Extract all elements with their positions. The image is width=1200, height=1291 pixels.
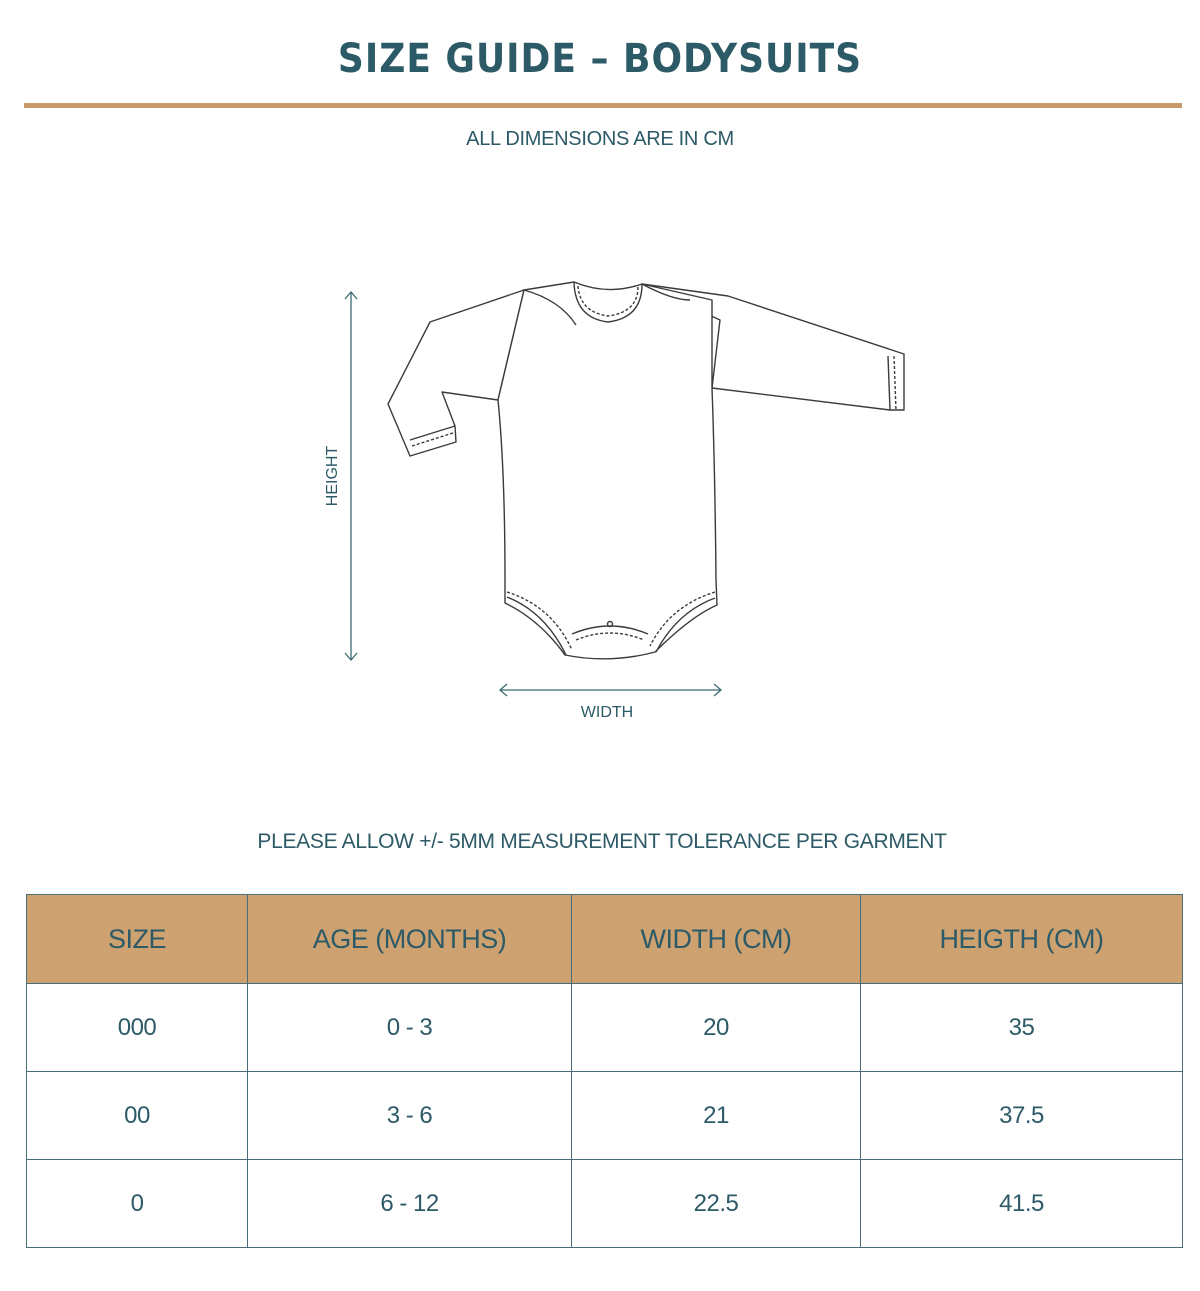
width-arrow [500, 684, 721, 696]
height-arrow [345, 292, 357, 660]
tolerance-note: PLEASE ALLOW +/- 5MM MEASUREMENT TOLERANCE PER GARMENT [257, 830, 947, 853]
cell-width: 22.5 [572, 1160, 861, 1248]
cell-height: 37.5 [861, 1072, 1183, 1160]
height-label: HEIGHT [324, 445, 341, 507]
cell-size: 00 [27, 1072, 248, 1160]
width-label: WIDTH [580, 704, 634, 721]
column-header-size: SIZE [27, 895, 248, 984]
table-row [27, 1160, 1183, 1248]
table-row [27, 984, 1183, 1072]
cell-height: 41.5 [861, 1160, 1183, 1248]
cell-width: 20 [572, 984, 861, 1072]
column-header-width: WIDTH (CM) [572, 895, 861, 984]
cell-height: 35 [861, 984, 1183, 1072]
table-header-row [27, 895, 1183, 984]
units-note: ALL DIMENSIONS ARE IN CM [466, 128, 734, 150]
column-header-age: AGE (MONTHS) [248, 895, 572, 984]
bodysuit-outline [388, 282, 904, 659]
page-title: SIZE GUIDE – BODYSUITS [337, 36, 863, 82]
cell-age: 3 - 6 [248, 1072, 572, 1160]
size-table [26, 894, 1183, 1248]
table-row [27, 1072, 1183, 1160]
cell-age: 0 - 3 [248, 984, 572, 1072]
cell-width: 21 [572, 1072, 861, 1160]
cell-age: 6 - 12 [248, 1160, 572, 1248]
cell-size: 000 [27, 984, 248, 1072]
cell-size: 0 [27, 1160, 248, 1248]
column-header-height: HEIGTH (CM) [861, 895, 1183, 984]
